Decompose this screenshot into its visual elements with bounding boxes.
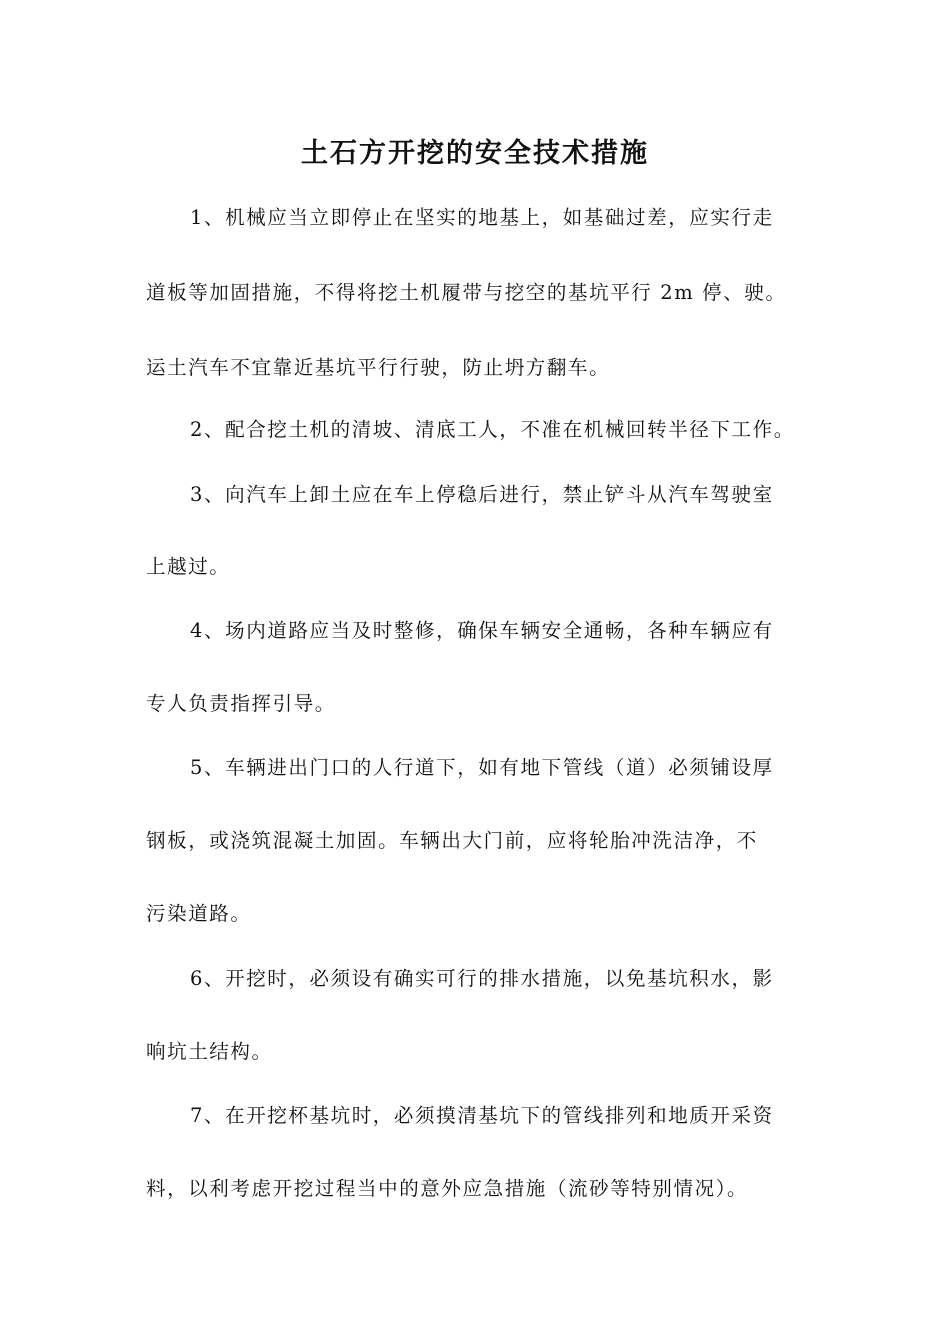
document-title: 土石方开挖的安全技术措施 xyxy=(301,138,649,169)
item-5-line-2: 钢板，或浇筑混凝土加固。车辆出大门前，应将轮胎冲洗洁净，不 xyxy=(146,829,758,852)
item-7-line-2: 料，以利考虑开挖过程当中的意外应急措施（流砂等特别情况）。 xyxy=(146,1177,749,1200)
item-1-line-3: 运土汽车不宜靠近基坑平行行驶，防止坍方翻车。 xyxy=(146,356,611,379)
item-3-line-2: 上越过。 xyxy=(146,555,231,578)
item-2-line-1: 2、配合挖土机的清坡、清底工人，不准在机械回转半径下工作。 xyxy=(190,418,795,441)
item-4-line-2: 专人负责指挥引导。 xyxy=(146,692,336,715)
item-1-line-1: 1、机械应当立即停止在坚实的地基上，如基础过差，应实行走 xyxy=(190,206,774,229)
item-5-line-3: 污染道路。 xyxy=(146,902,252,925)
item-6-line-2: 响坑土结构。 xyxy=(146,1040,273,1063)
item-5-line-1: 5、车辆进出门口的人行道下，如有地下管线（道）必须铺设厚 xyxy=(190,756,774,779)
item-7-line-1: 7、在开挖杯基坑时，必须摸清基坑下的管线排列和地质开采资 xyxy=(190,1104,774,1127)
item-6-line-1: 6、开挖时，必须设有确实可行的排水措施，以免基坑积水，影 xyxy=(190,967,774,990)
item-4-line-1: 4、场内道路应当及时整修，确保车辆安全通畅，各种车辆应有 xyxy=(190,619,774,642)
item-1-line-2: 道板等加固措施，不得将挖土机履带与挖空的基坑平行 2m 停、驶。 xyxy=(146,281,787,304)
item-3-line-1: 3、向汽车上卸土应在车上停稳后进行，禁止铲斗从汽车驾驶室 xyxy=(190,483,774,506)
